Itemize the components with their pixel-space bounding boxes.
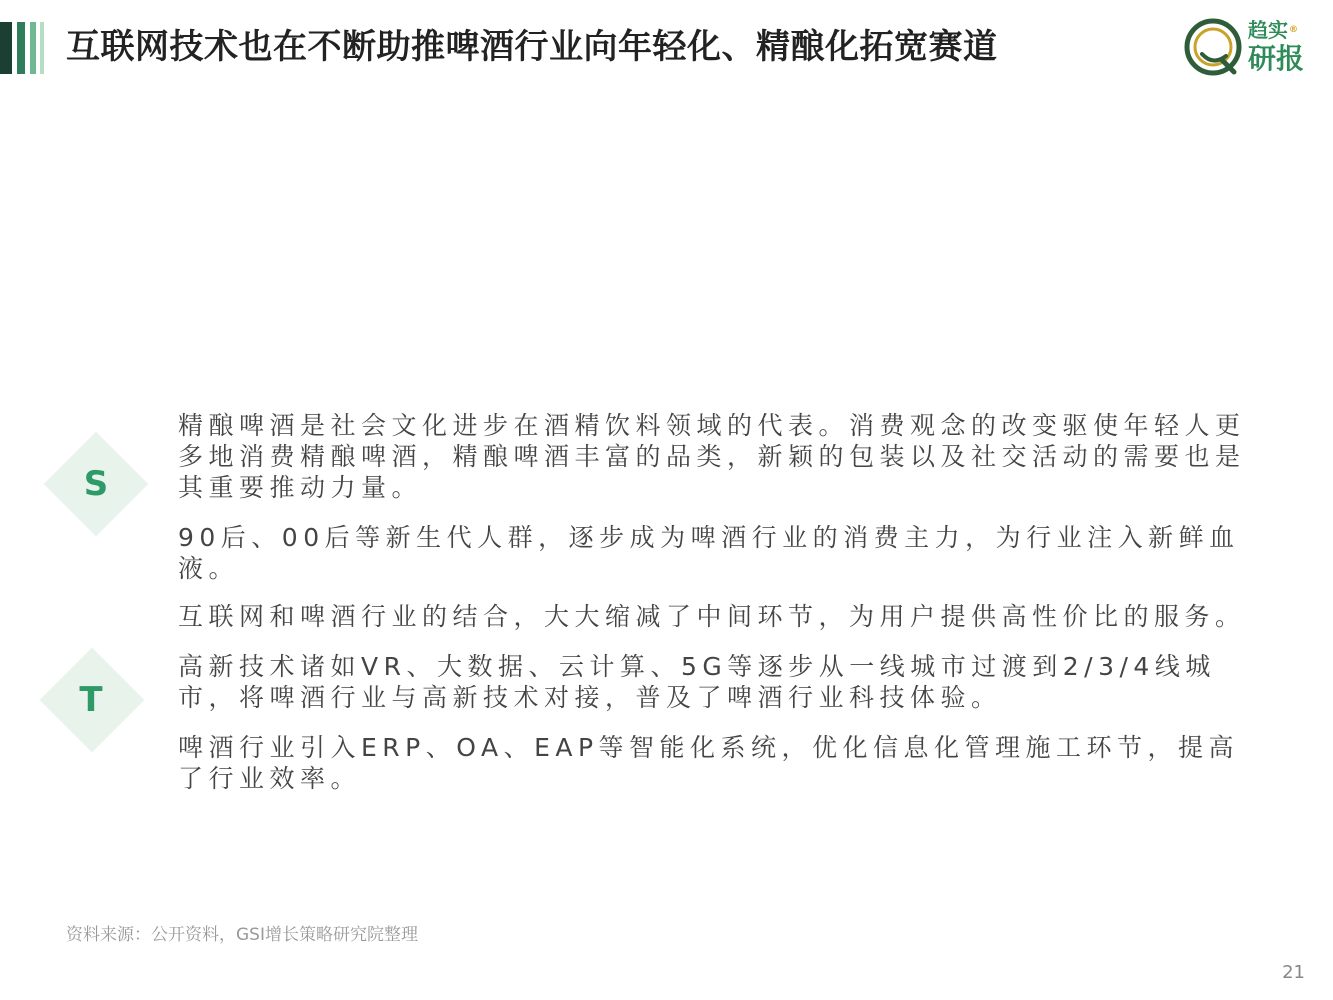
page-title: 互联网技术也在不断助推啤酒行业向年轻化、精酿化拓宽赛道: [66, 27, 998, 67]
logo-text-top: 趋实®: [1248, 18, 1298, 42]
logo-text-bottom: 研报: [1248, 42, 1305, 75]
accent-bar-3: [30, 22, 36, 74]
s-badge-letter: S: [83, 464, 109, 504]
s-paragraph-1: 精酿啤酒是社会文化进步在酒精饮料领域的代表。消费观念的改变驱使年轻人更多地消费精酿啤酒，精酿啤酒丰富的品类，新颖的包装以及社交活动的需要也是其重要推动力量。: [178, 411, 1246, 502]
brand-logo: [1182, 16, 1322, 78]
source-note: 资料来源：公开资料，GSI增长策略研究院整理: [66, 925, 418, 945]
t-paragraph-1: 互联网和啤酒行业的结合，大大缩减了中间环节，为用户提供高性价比的服务。: [178, 602, 1246, 631]
title-accent-bars: [0, 22, 50, 74]
accent-bar-2: [17, 22, 25, 74]
logo-q-icon: [1182, 16, 1244, 78]
accent-bar-4: [40, 22, 44, 74]
t-paragraph-2: 高新技术诸如VR、大数据、云计算、5G等逐步从一线城市过渡到2/3/4线城市，将啤酒行业与高新技术对接，普及了啤酒行业科技体验。: [178, 652, 1216, 712]
t-badge-letter: T: [79, 680, 103, 720]
accent-bar-1: [0, 22, 12, 74]
page-number: 21: [1282, 962, 1305, 983]
s-paragraph-2: 90后、00后等新生代人群，逐步成为啤酒行业的消费主力，为行业注入新鲜血液。: [178, 523, 1240, 583]
t-paragraph-3: 啤酒行业引入ERP、OA、EAP等智能化系统，优化信息化管理施工环节，提高了行业效率。: [178, 733, 1240, 793]
